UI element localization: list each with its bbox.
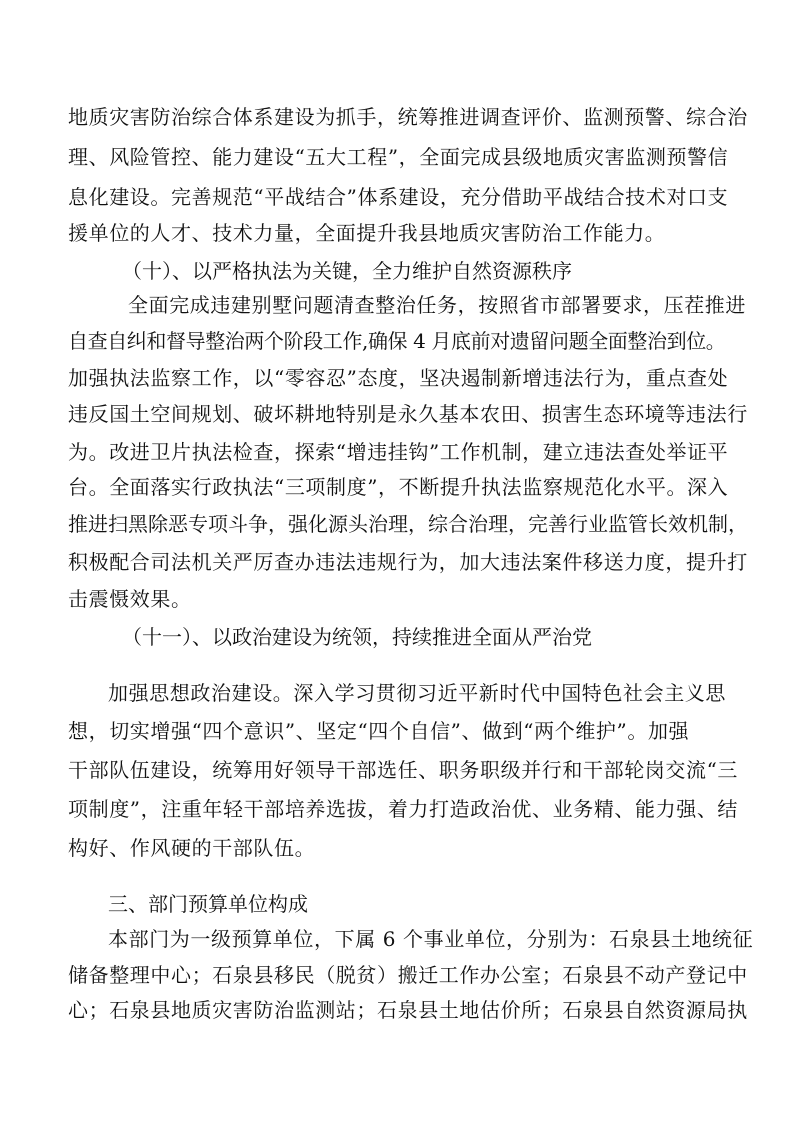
section-heading: （十）、以严格执法为关键，全力维护自然资源秩序 <box>122 259 572 283</box>
text-line: 想，切实增强“四个意识”、坚定“四个自信”、做到“两个维护”。加强 <box>68 719 690 743</box>
section-heading: 三、部门预算单位构成 <box>108 892 308 916</box>
text-line: 心；石泉县地质灾害防治监测站；石泉县土地估价所；石泉县自然资源局执 <box>68 998 748 1022</box>
text-line: 加强思想政治建设。深入学习贯彻习近平新时代中国特色社会主义思 <box>108 681 726 705</box>
text-line: 违反国土空间规划、破坏耕地特别是永久基本农田、损害生态环境等违法行 <box>68 402 748 426</box>
text-line: 自查自纠和督导整治两个阶段工作,确保 4 月底前对遗留问题全面整治到位。 <box>68 329 726 353</box>
text-line: 息化建设。完善规范“平战结合”体系建设，充分借助平战结合技术对口支 <box>68 185 729 209</box>
text-line: 储备整理中心；石泉县移民（脱贫）搬迁工作办公室；石泉县不动产登记中 <box>68 963 748 987</box>
text-line: 构好、作风硬的干部队伍。 <box>68 836 316 860</box>
text-line: 干部队伍建设，统筹用好领导干部选任、职务职级并行和干部轮岗交流“三 <box>68 758 739 782</box>
text-line: 项制度”，注重年轻干部培养选拔，着力打造政治优、业务精、能力强、结 <box>68 797 739 821</box>
text-line: 积极配合司法机关严厉查办违法违规行为，加大违法案件移送力度，提升打 <box>68 550 748 574</box>
text-line: 本部门为一级预算单位，下属 6 个事业单位，分别为：石泉县土地统征 <box>108 927 754 951</box>
text-line: 地质灾害防治综合体系建设为抓手，统筹推进调查评价、监测预警、综合治 <box>68 105 748 129</box>
text-line: 推进扫黑除恶专项斗争，强化源头治理，综合治理，完善行业监管长效机制， <box>68 512 748 536</box>
section-heading: （十一）、以政治建设为统领，持续推进全面从严治党 <box>122 625 592 649</box>
text-line: 台。全面落实行政执法“三项制度”，不断提升执法监察规范化水平。深入 <box>68 475 729 499</box>
text-line: 加强执法监察工作，以“零容忍”态度，坚决遏制新增违法行为，重点查处 <box>68 366 729 390</box>
text-line: 为。改进卫片执法检查，探索“增违挂钩”工作机制，建立违法查处举证平 <box>68 440 729 464</box>
text-line: 援单位的人才、技术力量，全面提升我县地质灾害防治工作能力。 <box>68 221 666 245</box>
text-line: 击震慑效果。 <box>68 587 192 611</box>
text-line: 理、风险管控、能力建设“五大工程”，全面完成县级地质灾害监测预警信 <box>68 145 729 169</box>
text-line: 全面完成违建别墅问题清查整治任务，按照省市部署要求，压茬推进 <box>128 293 746 317</box>
